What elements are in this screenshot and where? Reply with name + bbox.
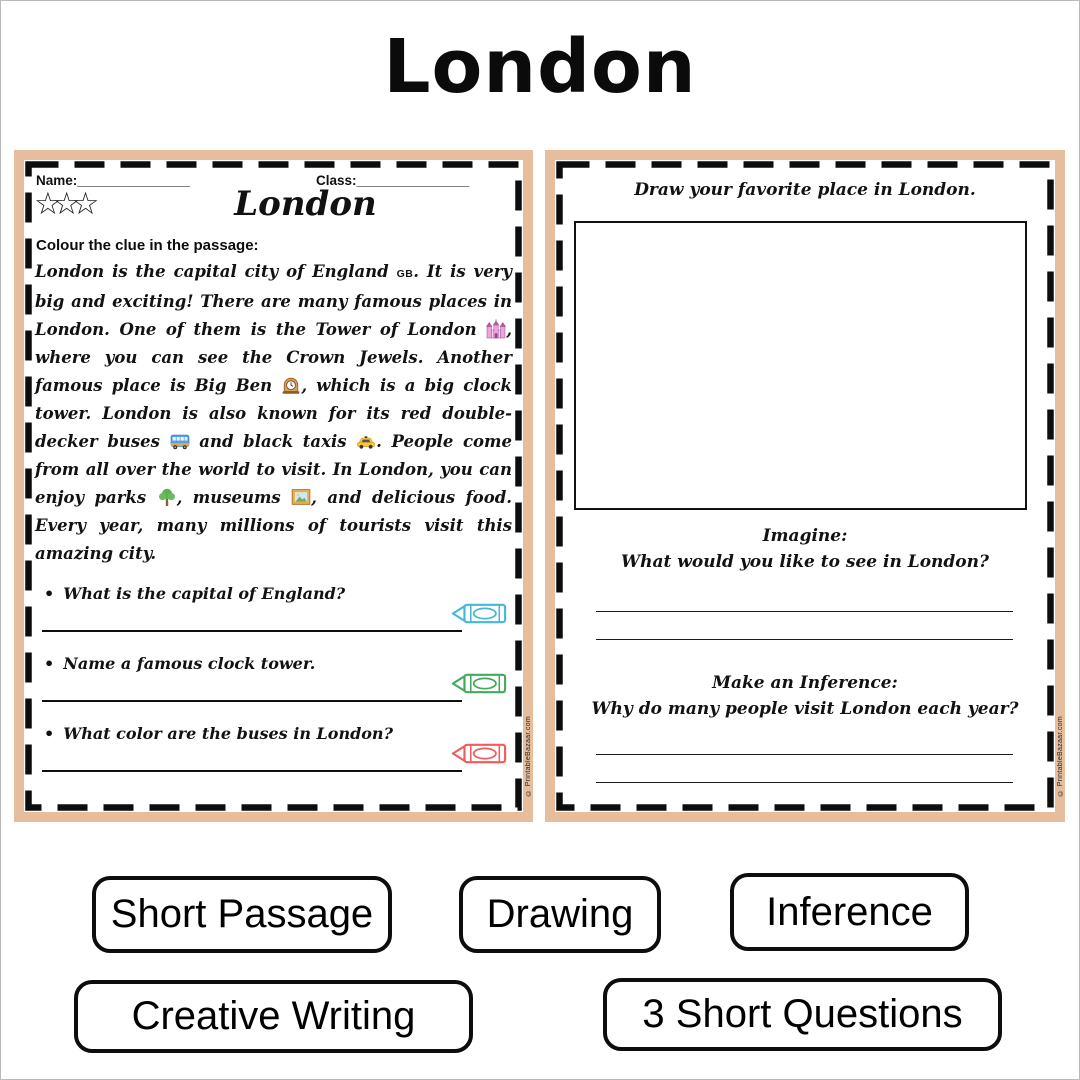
tag-3-short-questions[interactable]: 3 Short Questions (603, 978, 1002, 1051)
writing-line (596, 639, 1013, 640)
tag-short-passage[interactable]: Short Passage (92, 876, 392, 953)
question-text: Name a famous clock tower. (63, 654, 316, 673)
name-field-label: Name:_______________ (36, 173, 190, 188)
answer-line (42, 700, 462, 702)
crayon-red-icon (450, 740, 508, 767)
copyright-note: © PrintableBazaar.com (1057, 716, 1064, 796)
page-title: London (383, 24, 697, 110)
inference-heading: Make an Inference: (712, 673, 898, 693)
question-text: What color are the buses in London? (63, 724, 393, 743)
mantel-clock-icon (281, 375, 301, 395)
question-text: What is the capital of England? (63, 584, 346, 603)
imagine-heading: Imagine: (762, 526, 848, 546)
question-item (36, 654, 511, 724)
question-item (36, 584, 511, 654)
gb-flag-icon: GB (396, 268, 414, 280)
crayon-blue-icon (450, 600, 508, 627)
writing-line (596, 611, 1013, 612)
worksheet-title: London (234, 184, 377, 224)
framed-picture-icon (291, 487, 311, 507)
answer-line (42, 770, 462, 772)
taxi-icon (356, 431, 376, 451)
question-bullet: • (44, 584, 55, 603)
writing-line (596, 754, 1013, 755)
tree-icon (157, 487, 177, 507)
copyright-note: © PrintableBazaar.com (525, 716, 532, 796)
bus-icon (170, 431, 190, 451)
worksheet-page-right (545, 150, 1065, 822)
castle-icon (486, 319, 506, 339)
tag-creative-writing[interactable]: Creative Writing (74, 980, 473, 1053)
class-field-label: Class:_______________ (316, 173, 470, 188)
answer-line (42, 630, 462, 632)
crayon-green-icon (450, 670, 508, 697)
question-bullet: • (44, 724, 55, 743)
tag-inference[interactable]: Inference (730, 873, 969, 951)
colour-instruction: Colour the clue in the passage: (36, 237, 259, 254)
drawing-prompt: Draw your favorite place in London. (634, 180, 976, 200)
imagine-question: What would you like to see in London? (621, 552, 989, 572)
rating-stars: ☆☆☆ (34, 186, 91, 222)
questions-list (36, 584, 511, 794)
question-bullet: • (44, 654, 55, 673)
worksheet-page-left (14, 150, 533, 822)
inference-question: Why do many people visit London each year? (591, 699, 1019, 719)
drawing-box (574, 221, 1027, 510)
question-item (36, 724, 511, 794)
reading-passage: London is the capital city of England GB. It is very big and exciting! There are many famous places in London. One of them is the Tower of London , where you can see the Crown Jewels. Another famous place is Big Ben , which is a big clock tower. London is also known for its red double-decker buses and black taxis . People come from all over the world to visit. In London, you can enjoy parks , museums , and delicious food. Every year, many millions of tourists visit this amazing city. (35, 262, 512, 563)
writing-line (596, 782, 1013, 783)
tag-drawing[interactable]: Drawing (459, 876, 661, 953)
